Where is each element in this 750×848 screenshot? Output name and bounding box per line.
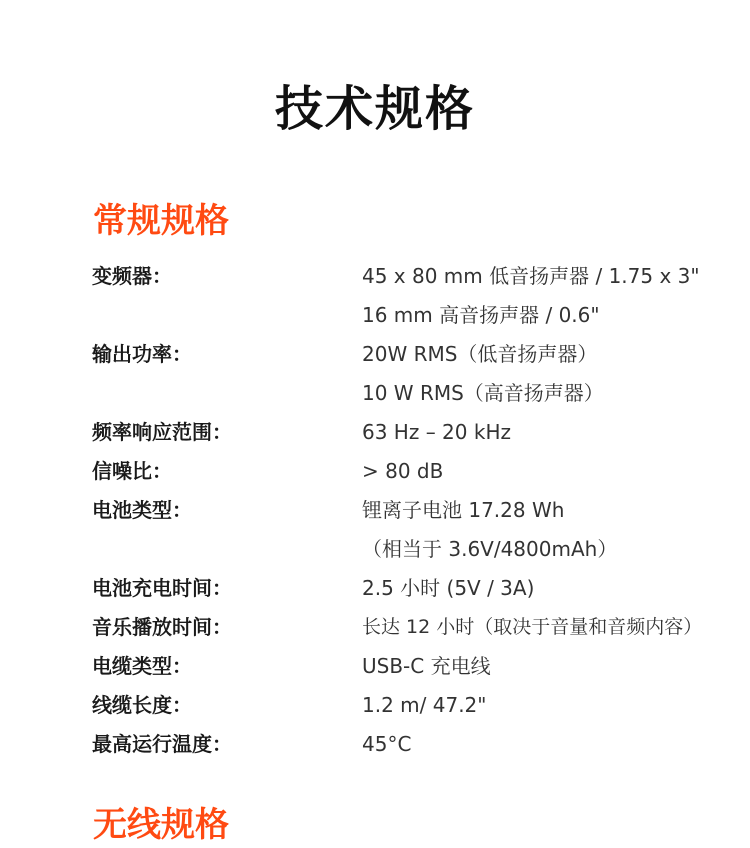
spec-label: 输出功率： — [92, 342, 192, 366]
spec-row — [0, 608, 750, 647]
spec-row — [0, 725, 750, 764]
spec-value: 锂离子电池 17.28 Wh — [362, 498, 565, 522]
spec-row — [0, 647, 750, 686]
spec-label: 电池充电时间： — [92, 576, 232, 600]
spec-row — [0, 452, 750, 491]
spec-list — [0, 257, 750, 764]
section-title-wireless: 无线规格 — [93, 805, 229, 845]
spec-value: USB-C 充电线 — [362, 654, 491, 678]
spec-value: 2.5 小时 (5V / 3A) — [362, 576, 535, 600]
spec-label: 线缆长度： — [92, 693, 192, 717]
spec-label: 电池类型： — [92, 498, 192, 522]
page-title: 技术规格 — [274, 81, 475, 137]
spec-row — [0, 374, 750, 413]
spec-value: （相当于 3.6V/4800mAh） — [362, 537, 618, 561]
spec-value: 1.2 m/ 47.2" — [362, 693, 487, 717]
spec-row — [0, 335, 750, 374]
spec-value: 20W RMS（低音扬声器） — [362, 342, 598, 366]
spec-row — [0, 491, 750, 530]
spec-value: 16 mm 高音扬声器 / 0.6" — [362, 303, 600, 327]
spec-row — [0, 686, 750, 725]
spec-value: > 80 dB — [362, 459, 444, 483]
spec-value: 45 x 80 mm 低音扬声器 / 1.75 x 3" — [362, 264, 700, 288]
spec-row — [0, 413, 750, 452]
spec-label: 音乐播放时间： — [92, 615, 232, 639]
spec-label: 信噪比： — [92, 459, 172, 483]
spec-label: 变频器： — [92, 264, 172, 288]
spec-row — [0, 257, 750, 296]
spec-value: 10 W RMS（高音扬声器） — [362, 381, 604, 405]
spec-row — [0, 296, 750, 335]
spec-label: 频率响应范围： — [92, 420, 232, 444]
spec-row — [0, 569, 750, 608]
section-title-general: 常规规格 — [93, 201, 229, 241]
spec-value: 长达 12 小时（取决于音量和音频内容） — [362, 616, 703, 638]
spec-value: 63 Hz – 20 kHz — [362, 420, 511, 444]
spec-label: 最高运行温度： — [92, 732, 232, 756]
spec-value: 45°C — [362, 732, 412, 756]
spec-label: 电缆类型： — [92, 654, 192, 678]
spec-row — [0, 530, 750, 569]
